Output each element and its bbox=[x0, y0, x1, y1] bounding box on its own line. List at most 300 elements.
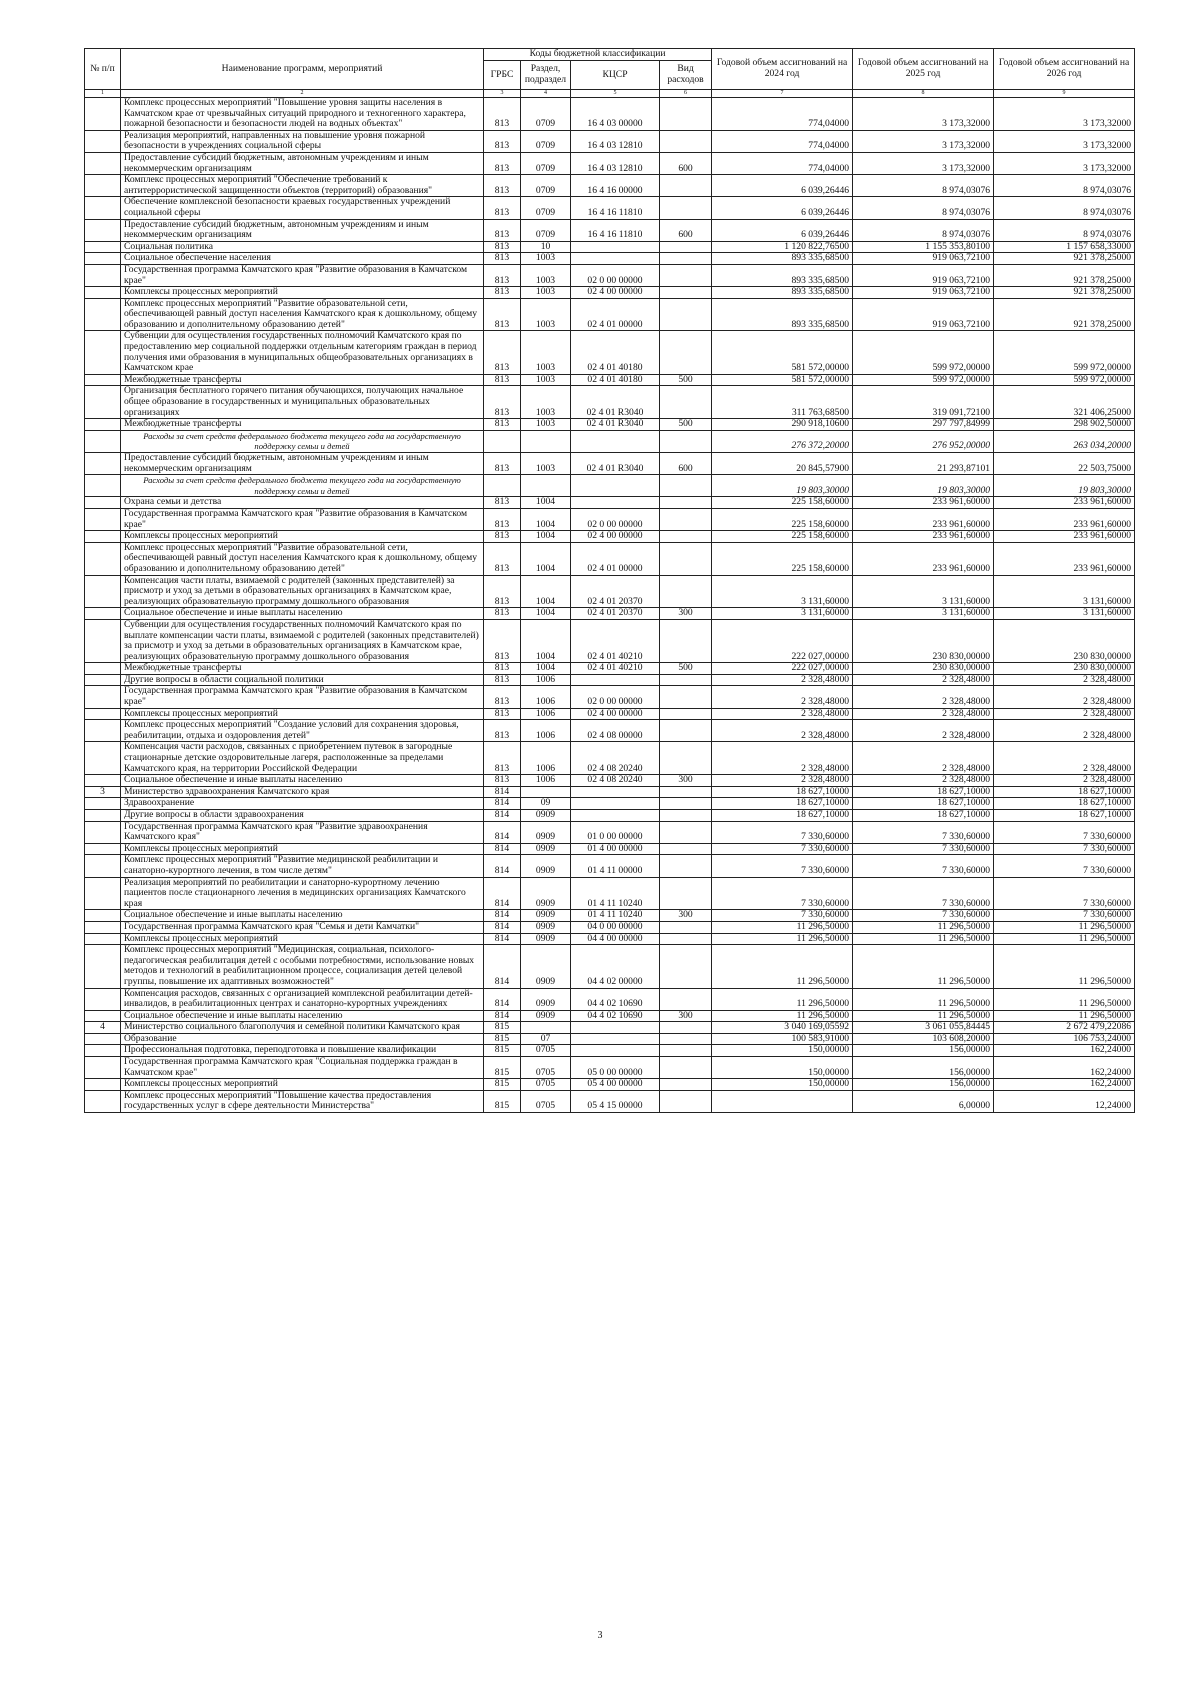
row-grbs: 814 bbox=[484, 988, 521, 1010]
row-section: 1003 bbox=[521, 419, 571, 431]
row-name: Комплексы процессных мероприятий bbox=[121, 287, 484, 299]
row-volume-2026: 11 296,50000 bbox=[994, 1010, 1135, 1022]
row-number bbox=[85, 686, 121, 708]
row-volume-2025: 18 627,10000 bbox=[853, 798, 994, 810]
row-volume-2024: 150,00000 bbox=[712, 1045, 853, 1057]
table-row bbox=[85, 1033, 1135, 1045]
row-section: 1003 bbox=[521, 386, 571, 419]
row-section: 1006 bbox=[521, 720, 571, 742]
row-expense-type bbox=[660, 921, 712, 933]
row-volume-2025: 2 328,48000 bbox=[853, 742, 994, 775]
row-volume-2026: 3 131,60000 bbox=[994, 575, 1135, 608]
table-row bbox=[85, 419, 1135, 431]
row-name: Межбюджетные трансферты bbox=[121, 419, 484, 431]
row-number bbox=[85, 619, 121, 662]
row-expense-type bbox=[660, 130, 712, 152]
row-volume-2025: 2 328,48000 bbox=[853, 775, 994, 787]
row-volume-2026: 233 961,60000 bbox=[994, 508, 1135, 530]
row-expense-type bbox=[660, 1090, 712, 1112]
row-volume-2024: 3 040 169,05592 bbox=[712, 1022, 853, 1034]
row-volume-2026: 7 330,60000 bbox=[994, 821, 1135, 843]
row-volume-2026: 2 328,48000 bbox=[994, 720, 1135, 742]
row-section: 0909 bbox=[521, 945, 571, 988]
row-volume-2026: 18 627,10000 bbox=[994, 798, 1135, 810]
row-volume-2024: 6 039,26446 bbox=[712, 175, 853, 197]
row-section: 0909 bbox=[521, 933, 571, 945]
row-expense-type bbox=[660, 686, 712, 708]
table-row bbox=[85, 921, 1135, 933]
row-section: 0709 bbox=[521, 98, 571, 131]
row-name: Комплексы процессных мероприятий bbox=[121, 1079, 484, 1091]
row-volume-2025: 2 328,48000 bbox=[853, 708, 994, 720]
row-expense-type bbox=[660, 988, 712, 1010]
row-name: Комплексы процессных мероприятий bbox=[121, 708, 484, 720]
row-number bbox=[85, 419, 121, 431]
row-section: 1003 bbox=[521, 331, 571, 374]
column-number: 4 bbox=[521, 90, 571, 98]
row-volume-2025: 156,00000 bbox=[853, 1057, 994, 1079]
row-grbs: 813 bbox=[484, 708, 521, 720]
row-grbs: 815 bbox=[484, 1057, 521, 1079]
row-name: Обеспечение комплексной безопасности краевых государственных учреждений социальной сферы bbox=[121, 197, 484, 219]
row-volume-2024: 150,00000 bbox=[712, 1057, 853, 1079]
row-kcsr: 01 4 11 10240 bbox=[571, 910, 660, 922]
row-name: Социальное обеспечение и иные выплаты населению bbox=[121, 775, 484, 787]
row-volume-2025: 3 061 055,84445 bbox=[853, 1022, 994, 1034]
row-number bbox=[85, 542, 121, 575]
column-number: 5 bbox=[571, 90, 660, 98]
row-name: Государственная программа Камчатского края "Семья и дети Камчатки" bbox=[121, 921, 484, 933]
row-volume-2024: 6 039,26446 bbox=[712, 197, 853, 219]
row-number bbox=[85, 1010, 121, 1022]
row-volume-2024: 7 330,60000 bbox=[712, 910, 853, 922]
row-volume-2026: 263 034,20000 bbox=[994, 430, 1135, 452]
row-name: Комплексы процессных мероприятий bbox=[121, 933, 484, 945]
row-section: 1003 bbox=[521, 453, 571, 475]
row-expense-type bbox=[660, 1057, 712, 1079]
row-kcsr: 05 4 15 00000 bbox=[571, 1090, 660, 1112]
row-name: Комплекс процессных мероприятий "Развитие медицинской реабилитации и санаторно-курортного лечения, в том числе детям" bbox=[121, 855, 484, 877]
row-volume-2024: 225 158,60000 bbox=[712, 542, 853, 575]
row-name: Межбюджетные трансферты bbox=[121, 374, 484, 386]
row-number bbox=[85, 374, 121, 386]
table-row bbox=[85, 988, 1135, 1010]
row-kcsr: 01 4 11 00000 bbox=[571, 855, 660, 877]
row-number bbox=[85, 742, 121, 775]
column-number: 7 bbox=[712, 90, 853, 98]
row-volume-2026: 22 503,75000 bbox=[994, 453, 1135, 475]
row-volume-2024: 893 335,68500 bbox=[712, 264, 853, 286]
row-section bbox=[521, 430, 571, 452]
row-expense-type: 500 bbox=[660, 419, 712, 431]
row-volume-2026: 7 330,60000 bbox=[994, 877, 1135, 910]
row-volume-2024: 290 918,10600 bbox=[712, 419, 853, 431]
row-volume-2025: 919 063,72100 bbox=[853, 253, 994, 265]
row-volume-2025: 233 961,60000 bbox=[853, 508, 994, 530]
row-grbs: 814 bbox=[484, 910, 521, 922]
table-row bbox=[85, 686, 1135, 708]
row-section: 1006 bbox=[521, 686, 571, 708]
row-section: 0909 bbox=[521, 843, 571, 855]
row-volume-2026: 921 378,25000 bbox=[994, 287, 1135, 299]
row-volume-2024: 7 330,60000 bbox=[712, 821, 853, 843]
row-volume-2026: 11 296,50000 bbox=[994, 933, 1135, 945]
table-row bbox=[85, 430, 1135, 452]
row-number bbox=[85, 386, 121, 419]
row-expense-type bbox=[660, 331, 712, 374]
table-body bbox=[85, 98, 1135, 1113]
row-expense-type bbox=[660, 877, 712, 910]
row-name: Предоставление субсидий бюджетным, автономным учреждениям и иным некоммерческим организациям bbox=[121, 152, 484, 174]
table-row bbox=[85, 720, 1135, 742]
row-kcsr: 16 4 03 12810 bbox=[571, 152, 660, 174]
row-volume-2025: 233 961,60000 bbox=[853, 497, 994, 509]
row-volume-2025: 19 803,30000 bbox=[853, 475, 994, 497]
row-grbs: 814 bbox=[484, 1010, 521, 1022]
row-section: 1004 bbox=[521, 542, 571, 575]
row-kcsr: 02 4 01 00000 bbox=[571, 298, 660, 331]
row-name: Субвенции для осуществления государственных полномочий Камчатского края по выплате компенсации части платы, взимаемой с родителей (законных представителей) за присмотр и уход за детьми в образовательных организациях в Камчатском крае, реализующих образовательную программу дошкольного образования bbox=[121, 619, 484, 662]
row-number bbox=[85, 575, 121, 608]
row-number bbox=[85, 197, 121, 219]
row-name: Профессиональная подготовка, переподготовка и повышение квалификации bbox=[121, 1045, 484, 1057]
row-name: Компенсация части расходов, связанных с приобретением путевок в загородные стационарные детские оздоровительные лагеря, расположенные за пределами Камчатского края, на территории Российской Федерации bbox=[121, 742, 484, 775]
row-expense-type bbox=[660, 241, 712, 253]
table-row bbox=[85, 152, 1135, 174]
row-volume-2025: 11 296,50000 bbox=[853, 921, 994, 933]
row-volume-2024: 11 296,50000 bbox=[712, 945, 853, 988]
row-number bbox=[85, 497, 121, 509]
row-volume-2026: 599 972,00000 bbox=[994, 331, 1135, 374]
row-grbs: 813 bbox=[484, 542, 521, 575]
row-section: 0705 bbox=[521, 1090, 571, 1112]
row-grbs: 813 bbox=[484, 374, 521, 386]
row-name: Комплекс процессных мероприятий "Развитие образовательной сети, обеспечивающей равный доступ населения Камчатского края к дошкольному, общему образованию и дополнительному образованию детей" bbox=[121, 298, 484, 331]
row-volume-2024: 7 330,60000 bbox=[712, 855, 853, 877]
row-section: 1003 bbox=[521, 298, 571, 331]
table-row bbox=[85, 742, 1135, 775]
row-kcsr: 02 4 08 20240 bbox=[571, 775, 660, 787]
row-volume-2025: 2 328,48000 bbox=[853, 674, 994, 686]
row-kcsr: 16 4 03 12810 bbox=[571, 130, 660, 152]
table-row bbox=[85, 1045, 1135, 1057]
row-grbs: 813 bbox=[484, 241, 521, 253]
row-volume-2025: 919 063,72100 bbox=[853, 264, 994, 286]
table-row bbox=[85, 287, 1135, 299]
row-section: 10 bbox=[521, 241, 571, 253]
row-section: 0909 bbox=[521, 821, 571, 843]
row-volume-2026: 233 961,60000 bbox=[994, 497, 1135, 509]
row-grbs: 813 bbox=[484, 663, 521, 675]
row-volume-2024: 774,04000 bbox=[712, 152, 853, 174]
row-name: Государственная программа Камчатского края "Социальная поддержка граждан в Камчатском крае" bbox=[121, 1057, 484, 1079]
row-volume-2026: 3 173,32000 bbox=[994, 152, 1135, 174]
row-volume-2025: 18 627,10000 bbox=[853, 810, 994, 822]
row-section: 09 bbox=[521, 798, 571, 810]
row-name: Социальное обеспечение и иные выплаты населению bbox=[121, 910, 484, 922]
row-grbs: 814 bbox=[484, 945, 521, 988]
row-kcsr: 02 4 01 00000 bbox=[571, 542, 660, 575]
row-section: 1006 bbox=[521, 775, 571, 787]
row-kcsr: 04 4 02 10690 bbox=[571, 1010, 660, 1022]
row-volume-2026: 921 378,25000 bbox=[994, 298, 1135, 331]
row-expense-type bbox=[660, 1079, 712, 1091]
row-name: Другие вопросы в области здравоохранения bbox=[121, 810, 484, 822]
table-row bbox=[85, 298, 1135, 331]
column-number: 2 bbox=[121, 90, 484, 98]
row-grbs: 813 bbox=[484, 287, 521, 299]
row-kcsr: 02 4 00 00000 bbox=[571, 531, 660, 543]
row-number bbox=[85, 1079, 121, 1091]
row-section: 0909 bbox=[521, 855, 571, 877]
row-number bbox=[85, 219, 121, 241]
row-kcsr bbox=[571, 430, 660, 452]
table-row bbox=[85, 542, 1135, 575]
row-expense-type bbox=[660, 531, 712, 543]
row-grbs: 813 bbox=[484, 298, 521, 331]
row-section bbox=[521, 786, 571, 798]
row-grbs: 813 bbox=[484, 619, 521, 662]
row-volume-2024: 150,00000 bbox=[712, 1079, 853, 1091]
row-kcsr bbox=[571, 1033, 660, 1045]
row-volume-2026: 162,24000 bbox=[994, 1079, 1135, 1091]
row-volume-2026: 2 328,48000 bbox=[994, 674, 1135, 686]
row-volume-2024: 774,04000 bbox=[712, 98, 853, 131]
row-expense-type bbox=[660, 1033, 712, 1045]
table-row bbox=[85, 264, 1135, 286]
table-row bbox=[85, 386, 1135, 419]
row-number bbox=[85, 1033, 121, 1045]
row-kcsr bbox=[571, 786, 660, 798]
row-number bbox=[85, 720, 121, 742]
row-section: 0709 bbox=[521, 175, 571, 197]
row-grbs: 813 bbox=[484, 608, 521, 620]
row-expense-type bbox=[660, 1045, 712, 1057]
row-volume-2026: 18 627,10000 bbox=[994, 810, 1135, 822]
table-header bbox=[85, 49, 1135, 98]
row-kcsr: 04 4 00 00000 bbox=[571, 933, 660, 945]
table-row bbox=[85, 786, 1135, 798]
row-volume-2025: 2 328,48000 bbox=[853, 686, 994, 708]
row-number bbox=[85, 945, 121, 988]
table-row bbox=[85, 910, 1135, 922]
row-number bbox=[85, 855, 121, 877]
row-volume-2026: 230 830,00000 bbox=[994, 619, 1135, 662]
row-kcsr: 04 0 00 00000 bbox=[571, 921, 660, 933]
row-number bbox=[85, 430, 121, 452]
row-volume-2025: 1 155 353,80100 bbox=[853, 241, 994, 253]
row-volume-2024: 19 803,30000 bbox=[712, 475, 853, 497]
row-volume-2026: 7 330,60000 bbox=[994, 843, 1135, 855]
row-expense-type bbox=[660, 810, 712, 822]
row-number bbox=[85, 810, 121, 822]
row-name: Субвенции для осуществления государственных полномочий Камчатского края по предоставлению мер социальной поддержки отдельным категориям граждан в период получения ими образования в муниципальных общеобразовательных организациях в Камчатском крае bbox=[121, 331, 484, 374]
row-volume-2026: 2 672 479,22086 bbox=[994, 1022, 1135, 1034]
header-grbs: ГРБС bbox=[484, 61, 521, 90]
row-name: Государственная программа Камчатского края "Развитие образования в Камчатском крае" bbox=[121, 686, 484, 708]
table-row bbox=[85, 945, 1135, 988]
row-number bbox=[85, 175, 121, 197]
row-volume-2025: 233 961,60000 bbox=[853, 542, 994, 575]
row-volume-2025: 230 830,00000 bbox=[853, 619, 994, 662]
row-expense-type bbox=[660, 798, 712, 810]
row-kcsr bbox=[571, 810, 660, 822]
row-kcsr: 01 0 00 00000 bbox=[571, 821, 660, 843]
row-volume-2024: 2 328,48000 bbox=[712, 686, 853, 708]
row-volume-2024: 6 039,26446 bbox=[712, 219, 853, 241]
row-expense-type: 300 bbox=[660, 910, 712, 922]
row-grbs: 813 bbox=[484, 497, 521, 509]
row-kcsr: 01 4 00 00000 bbox=[571, 843, 660, 855]
row-name: Межбюджетные трансферты bbox=[121, 663, 484, 675]
row-name: Комплекс процессных мероприятий "Обеспечение требований к антитеррористической защищенности объектов (территорий) образования" bbox=[121, 175, 484, 197]
row-section: 1006 bbox=[521, 708, 571, 720]
row-number bbox=[85, 130, 121, 152]
row-grbs: 813 bbox=[484, 175, 521, 197]
row-kcsr: 02 4 08 00000 bbox=[571, 720, 660, 742]
row-section: 1004 bbox=[521, 497, 571, 509]
row-grbs: 814 bbox=[484, 921, 521, 933]
row-grbs: 813 bbox=[484, 253, 521, 265]
row-grbs: 814 bbox=[484, 810, 521, 822]
row-volume-2026: 106 753,24000 bbox=[994, 1033, 1135, 1045]
row-number bbox=[85, 921, 121, 933]
table-row bbox=[85, 821, 1135, 843]
row-kcsr: 16 4 16 11810 bbox=[571, 219, 660, 241]
row-kcsr bbox=[571, 1045, 660, 1057]
header-budget-codes: Коды бюджетной классификации bbox=[484, 49, 712, 61]
row-grbs: 813 bbox=[484, 720, 521, 742]
row-volume-2025: 7 330,60000 bbox=[853, 910, 994, 922]
row-volume-2024: 276 372,20000 bbox=[712, 430, 853, 452]
table-row bbox=[85, 708, 1135, 720]
row-kcsr: 02 4 01 40180 bbox=[571, 374, 660, 386]
row-volume-2026: 19 803,30000 bbox=[994, 475, 1135, 497]
row-kcsr: 04 4 02 10690 bbox=[571, 988, 660, 1010]
row-name: Предоставление субсидий бюджетным, автономным учреждениям и иным некоммерческим организациям bbox=[121, 453, 484, 475]
row-kcsr: 02 0 00 00000 bbox=[571, 686, 660, 708]
row-volume-2024: 100 583,91000 bbox=[712, 1033, 853, 1045]
row-grbs: 813 bbox=[484, 219, 521, 241]
row-grbs: 815 bbox=[484, 1079, 521, 1091]
row-grbs: 814 bbox=[484, 877, 521, 910]
row-volume-2026: 233 961,60000 bbox=[994, 531, 1135, 543]
row-name: Реализация мероприятий по реабилитации и санаторно-курортному лечению пациентов после стационарного лечения в медицинских организациях Камчатского края bbox=[121, 877, 484, 910]
table-row bbox=[85, 798, 1135, 810]
row-volume-2025: 3 173,32000 bbox=[853, 130, 994, 152]
row-section: 1003 bbox=[521, 264, 571, 286]
table-row bbox=[85, 1079, 1135, 1091]
row-name: Министерство социального благополучия и семейной политики Камчатского края bbox=[121, 1022, 484, 1034]
row-volume-2025: 297 797,84999 bbox=[853, 419, 994, 431]
row-volume-2025: 8 974,03076 bbox=[853, 197, 994, 219]
header-expense-type: Вид расходов bbox=[660, 61, 712, 90]
row-volume-2024: 11 296,50000 bbox=[712, 921, 853, 933]
row-kcsr: 16 4 16 00000 bbox=[571, 175, 660, 197]
budget-table-sheet bbox=[84, 48, 1134, 1113]
row-expense-type bbox=[660, 430, 712, 452]
table-row bbox=[85, 374, 1135, 386]
row-number bbox=[85, 674, 121, 686]
row-name: Здравоохранение bbox=[121, 798, 484, 810]
row-expense-type bbox=[660, 575, 712, 608]
row-volume-2024: 18 627,10000 bbox=[712, 810, 853, 822]
row-name: Комплекс процессных мероприятий "Повышение уровня защиты населения в Камчатском крае от чрезвычайных ситуаций природного и техногенного характера, пожарной безопасности и безопасности людей на водных объектах" bbox=[121, 98, 484, 131]
row-volume-2025: 3 173,32000 bbox=[853, 98, 994, 131]
row-volume-2026: 921 378,25000 bbox=[994, 253, 1135, 265]
row-number bbox=[85, 608, 121, 620]
row-volume-2025: 103 608,20000 bbox=[853, 1033, 994, 1045]
row-expense-type bbox=[660, 1022, 712, 1034]
row-number bbox=[85, 933, 121, 945]
table-row bbox=[85, 855, 1135, 877]
row-kcsr: 02 4 01 20370 bbox=[571, 575, 660, 608]
row-section: 0709 bbox=[521, 152, 571, 174]
row-number bbox=[85, 475, 121, 497]
row-volume-2026: 162,24000 bbox=[994, 1045, 1135, 1057]
row-volume-2025: 276 952,00000 bbox=[853, 430, 994, 452]
row-kcsr bbox=[571, 241, 660, 253]
row-grbs: 814 bbox=[484, 786, 521, 798]
table-row bbox=[85, 1090, 1135, 1112]
row-kcsr: 02 4 01 40210 bbox=[571, 619, 660, 662]
row-volume-2026: 7 330,60000 bbox=[994, 910, 1135, 922]
row-kcsr: 02 4 01 20370 bbox=[571, 608, 660, 620]
row-kcsr: 04 4 02 00000 bbox=[571, 945, 660, 988]
row-expense-type bbox=[660, 821, 712, 843]
row-expense-type bbox=[660, 497, 712, 509]
row-number bbox=[85, 287, 121, 299]
row-volume-2026: 599 972,00000 bbox=[994, 374, 1135, 386]
row-volume-2026: 230 830,00000 bbox=[994, 663, 1135, 675]
row-expense-type bbox=[660, 674, 712, 686]
row-volume-2025: 11 296,50000 bbox=[853, 1010, 994, 1022]
table-row bbox=[85, 175, 1135, 197]
row-expense-type bbox=[660, 253, 712, 265]
row-volume-2025: 11 296,50000 bbox=[853, 933, 994, 945]
row-number bbox=[85, 453, 121, 475]
row-name: Организация бесплатного горячего питания обучающихся, получающих начальное общее образование в государственных и муниципальных образовательных организациях bbox=[121, 386, 484, 419]
column-number: 8 bbox=[853, 90, 994, 98]
row-kcsr bbox=[571, 475, 660, 497]
table-row bbox=[85, 1057, 1135, 1079]
row-volume-2024: 18 627,10000 bbox=[712, 798, 853, 810]
row-volume-2024: 7 330,60000 bbox=[712, 843, 853, 855]
row-volume-2024: 225 158,60000 bbox=[712, 531, 853, 543]
row-volume-2024: 222 027,00000 bbox=[712, 619, 853, 662]
row-expense-type bbox=[660, 98, 712, 131]
row-volume-2026: 2 328,48000 bbox=[994, 742, 1135, 775]
row-volume-2026: 3 173,32000 bbox=[994, 98, 1135, 131]
row-grbs: 813 bbox=[484, 686, 521, 708]
table-row bbox=[85, 253, 1135, 265]
row-volume-2026: 8 974,03076 bbox=[994, 219, 1135, 241]
row-expense-type: 300 bbox=[660, 608, 712, 620]
row-volume-2026: 8 974,03076 bbox=[994, 197, 1135, 219]
row-grbs: 813 bbox=[484, 742, 521, 775]
row-volume-2025: 3 173,32000 bbox=[853, 152, 994, 174]
row-volume-2024: 11 296,50000 bbox=[712, 933, 853, 945]
table-row bbox=[85, 475, 1135, 497]
header-volume-2024: Годовой объем ассигнований на 2024 год bbox=[712, 49, 853, 90]
row-volume-2024: 225 158,60000 bbox=[712, 497, 853, 509]
row-expense-type bbox=[660, 708, 712, 720]
row-volume-2024: 581 572,00000 bbox=[712, 374, 853, 386]
row-section: 1004 bbox=[521, 608, 571, 620]
row-grbs: 814 bbox=[484, 843, 521, 855]
row-volume-2024: 893 335,68500 bbox=[712, 298, 853, 331]
row-volume-2026: 11 296,50000 bbox=[994, 945, 1135, 988]
